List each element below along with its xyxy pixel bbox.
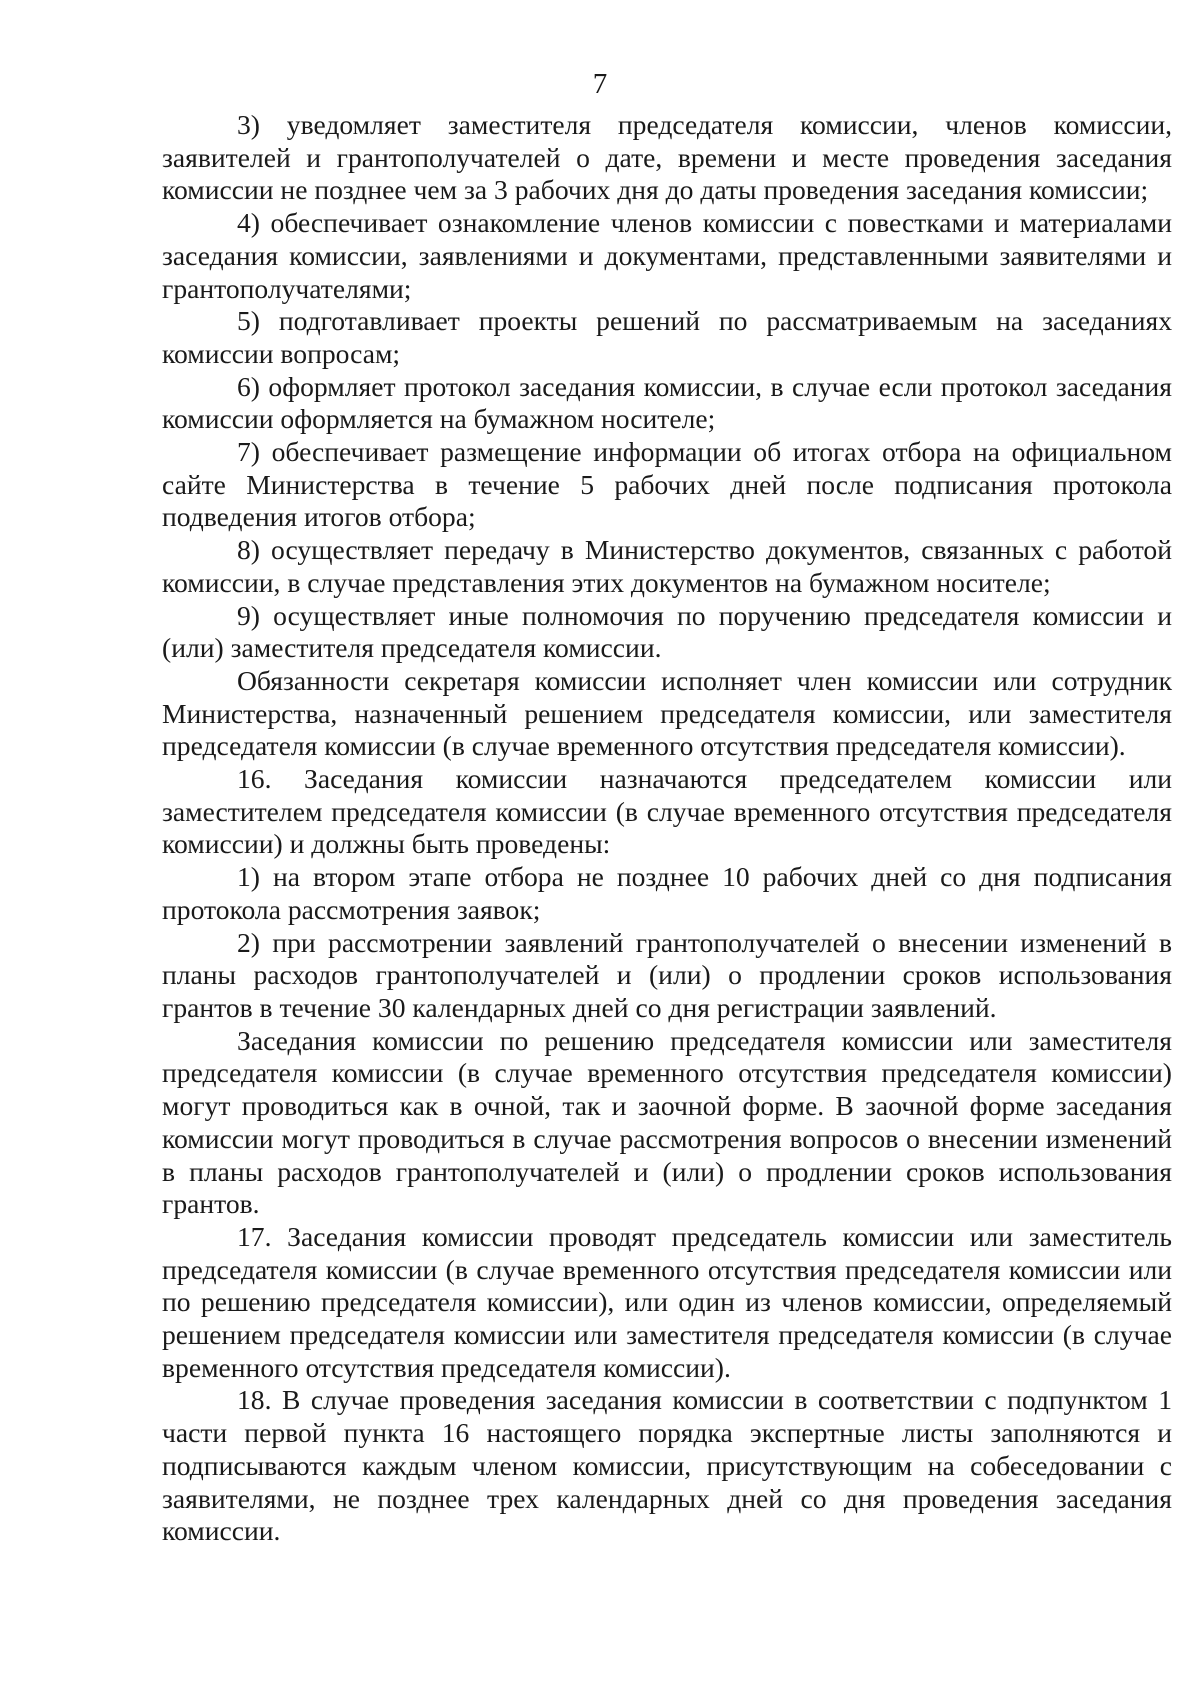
paragraph-item-9: 9) осуществляет иные полномочия по поручению председателя комиссии и (или) заместителя председателя комиссии. [162, 599, 1172, 664]
paragraph-meeting-form: Заседания комиссии по решению председателя комиссии или заместителя председателя комиссии (в случае временного отсутствия председателя комиссии) могут проводиться как в очной, так и заочной форме. В заочной форме заседания комиссии могут проводиться в случае рассмотрения вопросов о внесении изменений в планы расходов грантополучателей и (или) о продлении сроков использования грантов. [162, 1024, 1172, 1220]
paragraph-section-17: 17. Заседания комиссии проводят председатель комиссии или заместитель председателя комиссии (в случае временного отсутствия председателя комиссии или по решению председателя комиссии), или один из членов комиссии, определяемый решением председателя комиссии или заместителя председателя комиссии (в случае временного отсутствия председателя комиссии). [162, 1220, 1172, 1383]
paragraph-section-16-item-1: 1) на втором этапе отбора не позднее 10 рабочих дней со дня подписания протокола рассмотрения заявок; [162, 861, 1172, 925]
paragraph-section-16-item-2: 2) при рассмотрении заявлений грантополучателей о внесении изменений в планы расходов грантополучателей и (или) о продлении сроков использования грантов в течение 30 календарных дней со дня регистрации заявлений. [162, 926, 1172, 1023]
paragraph-item-4: 4) обеспечивает ознакомление членов комиссии с повестками и материалами заседания комиссии, заявлениями и документами, представленными заявителями и грантополучателями; [162, 207, 1172, 304]
paragraph-section-16: 16. Заседания комиссии назначаются председателем комиссии или заместителем председателя комиссии (в случае временного отсутствия председателя комиссии) и должны быть проведены: [162, 763, 1172, 860]
document-body [162, 109, 1172, 1548]
page-number: 7 [592, 68, 608, 100]
paragraph-item-8: 8) осуществляет передачу в Министерство документов, связанных с работой комиссии, в случае представления этих документов на бумажном носителе; [162, 534, 1172, 598]
paragraph-item-7: 7) обеспечивает размещение информации об итогах отбора на официальном сайте Министерства в течение 5 рабочих дней после подписания протокола подведения итогов отбора; [162, 436, 1172, 533]
paragraph-item-5: 5) подготавливает проекты решений по рассматриваемым на заседаниях комиссии вопросам; [162, 305, 1172, 369]
paragraph-item-3: 3) уведомляет заместителя председателя комиссии, членов комиссии, заявителей и грантополучателей о дате, времени и месте проведения заседания комиссии не позднее чем за 3 рабочих дня до даты проведения заседания комиссии; [162, 109, 1172, 206]
paragraph-section-18: 18. В случае проведения заседания комиссии в соответствии с подпунктом 1 части первой пункта 16 настоящего порядка экспертные листы заполняются и подписываются каждым членом комиссии, присутствующим на собеседовании с заявителями, не позднее трех календарных дней со дня проведения заседания комиссии. [162, 1384, 1172, 1547]
paragraph-secretary-duties: Обязанности секретаря комиссии исполняет член комиссии или сотрудник Министерства, назначенный решением председателя комиссии, или заместителя председателя комиссии (в случае временного отсутствия председателя комиссии). [162, 664, 1172, 762]
paragraph-item-6: 6) оформляет протокол заседания комиссии, в случае если протокол заседания комиссии оформляется на бумажном носителе; [162, 370, 1172, 435]
